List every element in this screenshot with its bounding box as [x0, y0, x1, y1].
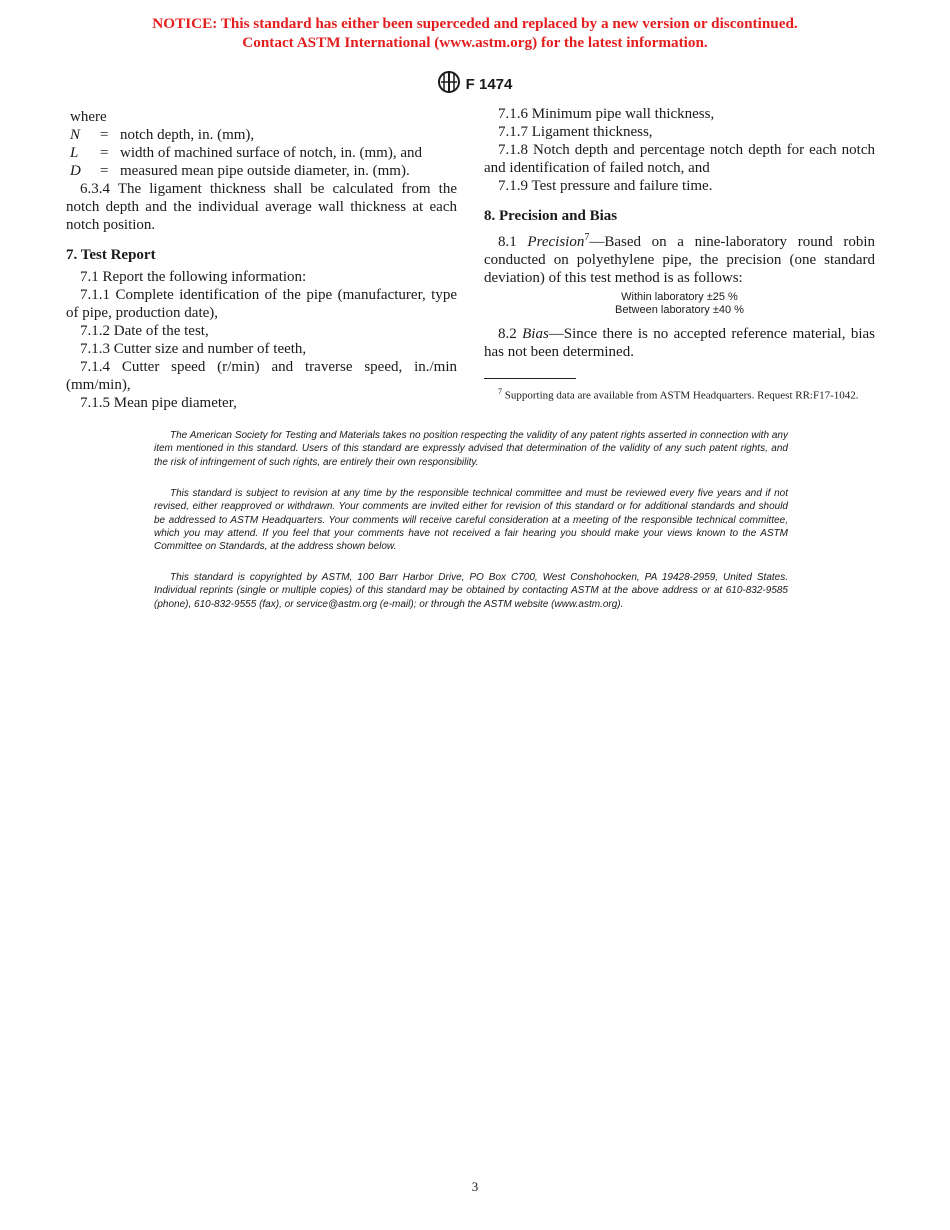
astm-logo-icon [438, 69, 460, 95]
paragraph-7-1-6: 7.1.6 Minimum pipe wall thickness, [498, 106, 715, 122]
paragraph-text: —Based on a nine-laboratory round robin conducted on polyethylene pipe, the precision (one standard deviation) of this test method is as follows: [484, 234, 876, 286]
paragraph-7-1-2: 7.1.2 Date of the test, [80, 323, 209, 339]
standard-designation: F 1474 [465, 76, 513, 93]
variable-symbol: N [70, 127, 81, 143]
paragraph-7-1-4: 7.1.4 Cutter speed (r/min) and traverse speed, in./min (mm/min), [66, 359, 457, 393]
within-lab-precision: Within laboratory ±25 % [621, 291, 738, 303]
paragraph-7-1-1: 7.1.1 Complete identification of the pipe (manufacturer, type of pipe, production date), [66, 287, 457, 321]
paragraph-7-1: 7.1 Report the following information: [80, 269, 307, 285]
paragraph-number: 8.2 [498, 326, 517, 342]
footnote-ref: 7 [584, 232, 590, 243]
variable-definition [66, 126, 457, 144]
legal-text: The American Society for Testing and Materials takes no position respecting the validity of any patent rights asserted in connection with any item mentioned in this standard. Users of this standard are expressly advised that determination of the validity of any such patent rights, and the risk of infringement of such rights, are entirely their own responsibility. [154, 430, 788, 468]
paragraph-8-1 [484, 229, 875, 287]
variable-definition [66, 162, 457, 180]
variable-meaning: notch depth, in. (mm), [120, 127, 255, 143]
left-column [66, 108, 457, 412]
revision-notice [154, 487, 788, 553]
page-header [0, 69, 950, 95]
paragraph-7-1-5: 7.1.5 Mean pipe diameter, [80, 395, 237, 411]
between-lab-precision: Between laboratory ±40 % [615, 304, 744, 316]
equals-sign: = [100, 163, 109, 179]
legal-text: This standard is subject to revision at any time by the responsible technical committee and must be reviewed every five years and if not revised, either reapproved or withdrawn. Your comments are invited either for revision of this standard or for additional standards and should be addressed to ASTM Headquarters. Your comments will receive careful consideration at a meeting of the responsible technical committee, which you may attend. If you feel that your comments have not received a fair hearing you should make your views known to the ASTM Committee on Standards, at the address shown below. [154, 488, 788, 553]
paragraph-7-1-3: 7.1.3 Cutter size and number of teeth, [80, 341, 307, 357]
notice-line-2: Contact ASTM International (www.astm.org) for the latest information. [242, 34, 708, 51]
section-heading-precision-bias: 8. Precision and Bias [484, 208, 618, 224]
paragraph-7-1-9: 7.1.9 Test pressure and failure time. [498, 178, 713, 194]
paragraph-number: 8.1 [498, 234, 517, 250]
footnote-number: 7 [498, 387, 502, 396]
term-precision: Precision [527, 234, 585, 250]
footnote [484, 385, 875, 403]
paragraph-7-1-8: 7.1.8 Notch depth and percentage notch depth for each notch and identification of failed notch, and [484, 142, 875, 176]
copyright-notice [154, 571, 788, 611]
legal-text: This standard is copyrighted by ASTM, 100 Barr Harbor Drive, PO Box C700, West Conshohocken, PA 19428-2959, United States. Individual reprints (single or multiple copies) of this standard may be obtained by contacting ASTM at the above address or at 610-832-9585 (phone), 610-832-9555 (fax), or service@astm.org (e-mail); or through the ASTM website (www.astm.org). [154, 572, 788, 610]
supersession-notice [0, 14, 950, 52]
footnote-divider [484, 378, 576, 379]
variable-definition [66, 144, 457, 162]
notice-line-1: NOTICE: This standard has either been superceded and replaced by a new version or discontinued. [152, 15, 798, 32]
variable-meaning: width of machined surface of notch, in. (mm), and [120, 145, 422, 161]
page-number: 3 [471, 1179, 479, 1194]
precision-values [484, 291, 875, 317]
term-bias: Bias [522, 326, 549, 342]
where-label: where [70, 109, 107, 125]
paragraph-8-2 [484, 325, 875, 361]
equals-sign: = [100, 127, 109, 143]
section-heading-test-report: 7. Test Report [66, 247, 156, 263]
paragraph-7-1-7: 7.1.7 Ligament thickness, [498, 124, 653, 140]
equals-sign: = [100, 145, 109, 161]
paragraph-6-3-4: 6.3.4 The ligament thickness shall be calculated from the notch depth and the individual average wall thickness at each notch position. [66, 181, 457, 233]
variable-symbol: L [70, 145, 79, 161]
variable-symbol: D [70, 163, 81, 179]
variable-meaning: measured mean pipe outside diameter, in. (mm). [120, 163, 410, 179]
footnote-text: Supporting data are available from ASTM Headquarters. Request RR:F17-1042. [504, 389, 859, 402]
patent-disclaimer [154, 429, 788, 469]
paragraph-text: —Since there is no accepted reference material, bias has not been determined. [484, 326, 875, 360]
right-column [484, 105, 875, 403]
